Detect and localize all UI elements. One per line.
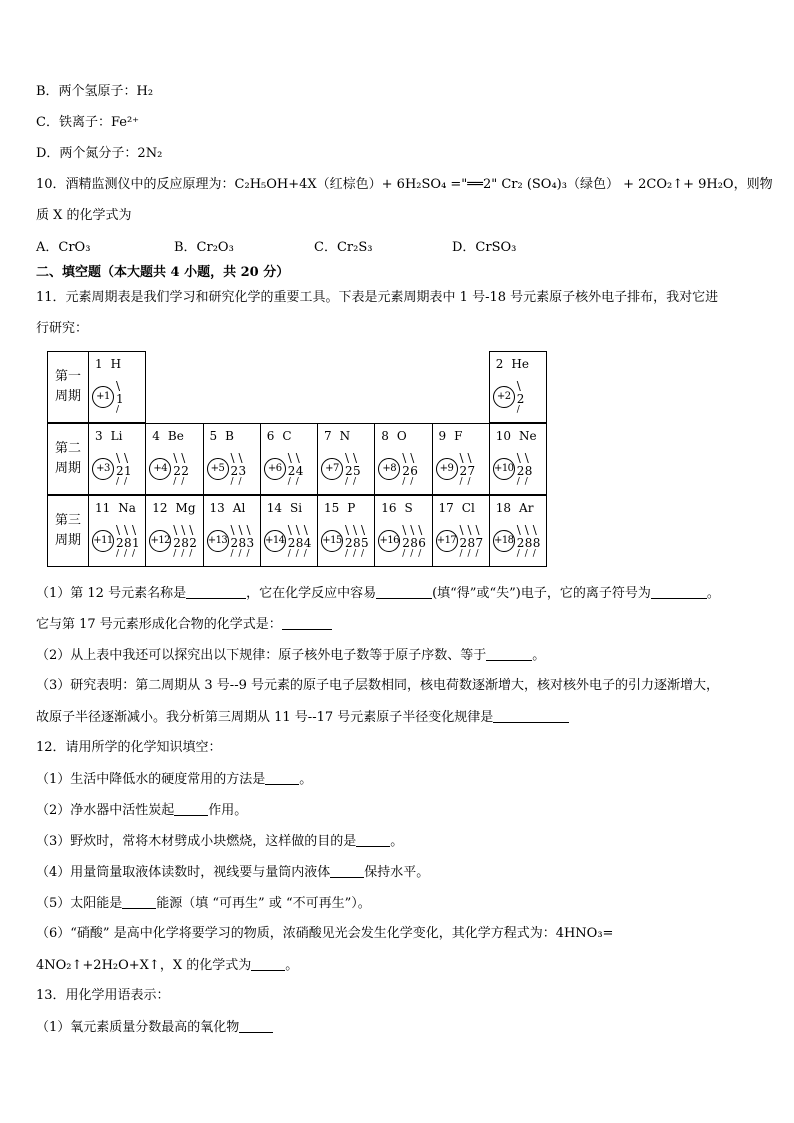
- shell-arc-icon: \: [516, 379, 521, 393]
- element-cell: [374, 423, 432, 495]
- nucleus-circle: +3: [92, 458, 114, 480]
- shell-arc-icon: \: [287, 523, 292, 537]
- q10-options: [36, 240, 516, 256]
- element-symbol: O: [396, 429, 407, 443]
- shell-electron-count: 2: [345, 464, 353, 478]
- shell-arc-icon: \: [516, 451, 521, 465]
- shell-arc-icon: /: [287, 477, 291, 487]
- shell-arc-icon: \: [532, 523, 537, 537]
- answer-blank[interactable]: [330, 864, 364, 878]
- element-cell: [432, 495, 490, 567]
- element-label: [439, 501, 475, 515]
- q12-intro: 12．请用所学的化学知识填空：: [36, 740, 222, 755]
- shell-arc-icon: /: [361, 549, 365, 559]
- nucleus-circle: +6: [264, 458, 286, 480]
- shell-arc-icon: \: [418, 523, 423, 537]
- element-label: [439, 429, 463, 443]
- shell-arc-icon: \: [124, 523, 129, 537]
- shell-arc-icon: \: [173, 523, 178, 537]
- nucleus-circle: +15: [321, 530, 343, 552]
- atomic-number: 3: [95, 429, 103, 443]
- shell-arc-icon: /: [295, 549, 299, 559]
- shell-arc-icon: /: [345, 549, 349, 559]
- element-symbol: B: [225, 429, 234, 443]
- shell-electron-count: 4: [295, 464, 304, 478]
- element-label: [496, 501, 534, 515]
- nucleus-circle: +5: [207, 458, 229, 480]
- shell-electron-count: 3: [238, 464, 247, 478]
- element-cell: [88, 423, 146, 495]
- element-cell: [88, 495, 146, 567]
- element-cell: [145, 423, 203, 495]
- q12-sub4-end: 保持水平。: [364, 865, 430, 880]
- answer-blank[interactable]: [265, 771, 299, 785]
- shell-arc-icon: /: [287, 549, 291, 559]
- element-label: [496, 357, 529, 371]
- period-label-text: 第二周期: [54, 441, 81, 476]
- shell-electron-count: 2: [402, 536, 410, 550]
- shell-arc-icon: \: [287, 451, 292, 465]
- shell-arc-icon: /: [516, 405, 520, 415]
- q11-sub3-line1: （3）研究表明：第二周期从 3 号--9 号元素的原子电子层数相同，核电荷数逐渐增大，核对核外电子的引力逐渐增大，: [36, 678, 719, 693]
- shell-electron-count: 2: [287, 536, 296, 550]
- shell-electron-count: 6: [418, 536, 426, 550]
- element-label: [381, 501, 413, 515]
- period-label: [47, 423, 89, 495]
- q10-option-c: C．Cr₂S₃: [314, 240, 373, 255]
- q12-sub1-text: （1）生活中降低水的硬度常用的方法是: [36, 772, 266, 787]
- q12-sub1-end: 。: [299, 772, 313, 787]
- shell-arc-icon: /: [410, 549, 414, 559]
- element-label: [95, 429, 122, 443]
- atomic-number: 7: [324, 429, 332, 443]
- shell-electron-count: 2: [230, 464, 239, 478]
- period-label-text: 第三周期: [54, 513, 81, 548]
- shell-electron-count: 7: [475, 536, 484, 550]
- shell-arc-icon: \: [295, 451, 300, 465]
- shell-arc-icon: /: [303, 549, 307, 559]
- element-symbol: N: [339, 429, 351, 443]
- element-cell: [260, 423, 318, 495]
- element-cell: [489, 351, 547, 423]
- shell-arc-icon: /: [246, 549, 250, 559]
- shell-arc-icon: \: [116, 523, 121, 537]
- nucleus-circle: +13: [207, 530, 229, 552]
- shell-electron-count: 8: [410, 536, 418, 550]
- element-symbol: Be: [167, 429, 184, 443]
- shell-arc-icon: /: [459, 549, 463, 559]
- answer-blank[interactable]: [239, 1019, 273, 1033]
- shell-electron-count: 2: [287, 464, 296, 478]
- q11-sub1-text-c: (填“得”或“失”)电子，它的离子符号为: [432, 586, 651, 601]
- shell-arc-icon: \: [345, 451, 350, 465]
- q13-sub1-text: （1）氧元素质量分数最高的氧化物: [36, 1020, 240, 1035]
- shell-electron-count: 2: [516, 464, 525, 478]
- q11-sub3-line2: [36, 709, 569, 726]
- element-cell: [489, 495, 547, 567]
- shell-electron-count: 8: [467, 536, 476, 550]
- element-symbol: P: [347, 501, 356, 515]
- element-symbol: Mg: [175, 501, 196, 515]
- period-label: [47, 495, 89, 567]
- element-label: [152, 429, 184, 443]
- shell-arc-icon: /: [238, 549, 242, 559]
- shell-arc-icon: /: [410, 477, 414, 487]
- element-symbol: C: [282, 429, 292, 443]
- element-cell: [260, 495, 318, 567]
- atomic-number: 18: [495, 501, 512, 515]
- answer-blank[interactable]: [186, 585, 246, 599]
- element-label: [324, 501, 355, 515]
- shell-arc-icon: \: [345, 523, 350, 537]
- answer-blank[interactable]: [376, 585, 432, 599]
- element-symbol: He: [511, 357, 529, 371]
- element-cell: [317, 495, 375, 567]
- shell-arc-icon: \: [238, 523, 243, 537]
- answer-blank[interactable]: [356, 833, 390, 847]
- shell-electron-count: 8: [124, 536, 132, 550]
- shell-electron-count: 2: [173, 464, 181, 478]
- shell-electron-count: 2: [116, 464, 124, 478]
- shell-arc-icon: \: [410, 451, 415, 465]
- q11-sub2-end: 。: [532, 648, 546, 663]
- shell-electron-count: 2: [459, 464, 468, 478]
- q11-intro-line2: 行研究：: [36, 321, 89, 336]
- q12-sub2: [36, 802, 247, 819]
- shell-arc-icon: \: [238, 451, 243, 465]
- nucleus-circle: +2: [493, 386, 515, 408]
- q12-sub6-line2: [36, 957, 298, 974]
- element-cell: [489, 423, 547, 495]
- shell-arc-icon: /: [516, 477, 520, 487]
- shell-electron-count: 1: [116, 392, 124, 406]
- shell-arc-icon: /: [524, 477, 528, 487]
- shell-arc-icon: \: [181, 451, 186, 465]
- shell-electron-count: 8: [524, 464, 533, 478]
- shell-arc-icon: \: [353, 451, 358, 465]
- nucleus-circle: +8: [378, 458, 400, 480]
- nucleus-circle: +18: [493, 530, 515, 552]
- shell-arc-icon: /: [402, 549, 406, 559]
- atomic-number: 4: [152, 429, 160, 443]
- shell-electron-count: 8: [532, 536, 541, 550]
- element-symbol: F: [454, 429, 463, 443]
- q11-sub1-line2: [36, 616, 332, 633]
- q12-sub2-end: 作用。: [208, 803, 248, 818]
- q11-sub3-text: 故原子半径逐渐减小。我分析第三周期从 11 号--17 号元素原子半径变化规律是: [36, 710, 494, 725]
- element-cell: [145, 495, 203, 567]
- q12-sub4-text: （4）用量筒量取液体读数时，视线要与量筒内液体: [36, 865, 331, 880]
- shell-arc-icon: \: [516, 523, 521, 537]
- element-symbol: S: [404, 501, 413, 515]
- shell-arc-icon: \: [173, 451, 178, 465]
- shell-arc-icon: /: [524, 549, 528, 559]
- shell-arc-icon: \: [116, 451, 121, 465]
- shell-arc-icon: \: [189, 523, 194, 537]
- shell-electron-count: 7: [467, 464, 476, 478]
- shell-arc-icon: /: [418, 549, 422, 559]
- periodic-table: [47, 351, 547, 567]
- shell-arc-icon: /: [230, 477, 234, 487]
- q12-sub3-end: 。: [390, 834, 404, 849]
- element-label: [95, 501, 136, 515]
- q12-sub5: [36, 895, 371, 912]
- element-cell: [374, 495, 432, 567]
- shell-arc-icon: /: [181, 477, 185, 487]
- shell-arc-icon: \: [124, 451, 129, 465]
- shell-arc-icon: /: [181, 549, 185, 559]
- q11-sub1-text-d: 。: [706, 586, 720, 601]
- element-symbol: H: [110, 357, 122, 371]
- nucleus-circle: +12: [149, 530, 171, 552]
- shell-electron-count: 4: [303, 536, 312, 550]
- q13-sub1: [36, 1019, 273, 1036]
- element-label: [152, 501, 195, 515]
- q13-intro: 13．用化学用语表示：: [36, 988, 170, 1003]
- shell-electron-count: 8: [353, 536, 361, 550]
- shell-arc-icon: /: [173, 477, 177, 487]
- atomic-number: 5: [209, 429, 218, 443]
- element-cell: [432, 423, 490, 495]
- shell-arc-icon: /: [353, 549, 357, 559]
- shell-electron-count: 8: [238, 536, 247, 550]
- atomic-number: 13: [209, 501, 225, 515]
- shell-arc-icon: \: [524, 451, 529, 465]
- q11-sub2-text: （2）从上表中我还可以探究出以下规律：原子核外电子数等于原子序数、等于: [36, 648, 487, 663]
- atomic-number: 10: [495, 429, 512, 443]
- q12-sub6-line1: （6）“硝酸” 是高中化学将要学习的物质，浓硝酸见光会发生化学变化，其化学方程式为：4HNO₃=: [36, 926, 614, 941]
- q12-sub3-text: （3）野炊时，常将木材劈成小块燃烧，这样做的目的是: [36, 834, 357, 849]
- shell-arc-icon: \: [475, 523, 480, 537]
- shell-arc-icon: \: [303, 523, 308, 537]
- shell-electron-count: 2: [345, 536, 353, 550]
- shell-arc-icon: \: [467, 451, 472, 465]
- nucleus-circle: +1: [92, 386, 114, 408]
- element-symbol: Cl: [461, 501, 475, 515]
- q9-option-c: C．铁离子：Fe²⁺: [36, 115, 140, 130]
- period-label: [47, 351, 89, 423]
- period-label-text: 第一周期: [54, 369, 81, 404]
- shell-electron-count: 2: [516, 536, 525, 550]
- shell-electron-count: 5: [361, 536, 369, 550]
- nucleus-circle: +4: [149, 458, 171, 480]
- q12-sub1: [36, 771, 312, 788]
- nucleus-circle: +17: [436, 530, 458, 552]
- q12-sub6-text: 4NO₂↑+2H₂O+X↑，X 的化学式为: [36, 958, 252, 973]
- element-cell: [88, 351, 146, 423]
- atomic-number: 16: [381, 501, 397, 515]
- shell-arc-icon: \: [132, 523, 137, 537]
- q12-sub4: [36, 864, 429, 881]
- shell-electron-count: 6: [410, 464, 418, 478]
- element-cell: [203, 423, 261, 495]
- q11-sub1-line1: [36, 585, 720, 602]
- shell-arc-icon: /: [467, 477, 471, 487]
- element-label: [324, 429, 350, 443]
- element-symbol: Li: [110, 429, 123, 443]
- electron-shells: [516, 451, 553, 487]
- element-symbol: Al: [232, 501, 246, 515]
- electron-shells: [516, 523, 553, 559]
- shell-arc-icon: \: [181, 523, 186, 537]
- shell-arc-icon: /: [402, 477, 406, 487]
- q12-sub5-end: 能源（填 “可再生” 或 “不可再生”）。: [156, 896, 371, 911]
- shell-arc-icon: /: [295, 477, 299, 487]
- shell-arc-icon: \: [353, 523, 358, 537]
- atomic-number: 2: [495, 357, 504, 371]
- shell-arc-icon: /: [532, 549, 536, 559]
- q9-option-b: B．两个氢原子：H₂: [36, 84, 154, 99]
- shell-arc-icon: \: [467, 523, 472, 537]
- atomic-number: 8: [381, 429, 389, 443]
- element-label: [267, 501, 302, 515]
- element-cell: [203, 495, 261, 567]
- shell-arc-icon: /: [238, 477, 242, 487]
- shell-electron-count: 5: [353, 464, 361, 478]
- shell-arc-icon: /: [189, 549, 193, 559]
- element-label: [496, 429, 537, 443]
- atomic-number: 12: [152, 501, 168, 515]
- shell-electron-count: 2: [181, 464, 189, 478]
- answer-blank[interactable]: [122, 895, 156, 909]
- element-label: [210, 429, 234, 443]
- nucleus-circle: +11: [92, 530, 114, 552]
- shell-arc-icon: \: [230, 523, 235, 537]
- shell-electron-count: 8: [181, 536, 189, 550]
- atomic-number: 9: [438, 429, 447, 443]
- shell-arc-icon: /: [467, 549, 471, 559]
- q10-text-line2: 质 X 的化学式为: [36, 208, 132, 223]
- q12-sub2-text: （2）净水器中活性炭起: [36, 803, 175, 818]
- shell-arc-icon: \: [402, 451, 407, 465]
- q11-intro-line1: 11．元素周期表是我们学习和研究化学的重要工具。下表是元素周期表中 1 号-18 号元素原子核外电子排布，我对它进: [36, 290, 719, 305]
- answer-blank[interactable]: [174, 802, 208, 816]
- shell-arc-icon: \: [410, 523, 415, 537]
- atomic-number: 11: [95, 501, 111, 515]
- q11-sub1-text-b: ，它在化学反应中容易: [246, 586, 377, 601]
- q12-sub6-end: 。: [285, 958, 299, 973]
- element-symbol: Ne: [519, 429, 537, 443]
- atomic-number: 15: [324, 501, 340, 515]
- atomic-number: 6: [266, 429, 275, 443]
- shell-arc-icon: /: [475, 549, 479, 559]
- answer-blank[interactable]: [651, 585, 707, 599]
- shell-arc-icon: /: [116, 477, 120, 487]
- shell-arc-icon: \: [402, 523, 407, 537]
- shell-electron-count: 2: [230, 536, 239, 550]
- q10-option-d: D．CrSO₃: [452, 240, 517, 255]
- atomic-number: 14: [266, 501, 283, 515]
- nucleus-circle: +16: [378, 530, 400, 552]
- q10-text-line1: 10．酒精监测仪中的反应原理为：C₂H₅OH+4X（红棕色）+ 6H₂SO₄ ="══2" Cr₂ (SO₄)₃（绿色） + 2CO₂↑+ 9H₂O，则物: [36, 177, 773, 192]
- shell-arc-icon: \: [116, 379, 121, 393]
- answer-blank[interactable]: [486, 647, 532, 661]
- q12-sub5-text: （5）太阳能是: [36, 896, 123, 911]
- shell-arc-icon: /: [516, 549, 520, 559]
- q11-sub1-text-e: 它与第 17 号元素形成化合物的化学式是：: [36, 617, 282, 632]
- shell-arc-icon: /: [124, 549, 128, 559]
- element-cell: [317, 423, 375, 495]
- shell-electron-count: 2: [173, 536, 181, 550]
- element-symbol: Ar: [519, 501, 534, 515]
- q11-sub2: [36, 647, 545, 664]
- q9-option-d: D．两个氮分子：2N₂: [36, 146, 163, 161]
- shell-electron-count: 8: [295, 536, 304, 550]
- element-label: [210, 501, 246, 515]
- shell-electron-count: 2: [516, 392, 525, 406]
- shell-arc-icon: /: [124, 477, 128, 487]
- shell-electron-count: 2: [459, 536, 468, 550]
- section2-title: 二、填空题（本大题共 4 小题，共 20 分）: [36, 265, 290, 280]
- nucleus-circle: +9: [436, 458, 458, 480]
- shell-arc-icon: /: [459, 477, 463, 487]
- answer-blank[interactable]: [282, 616, 332, 630]
- q10-option-a: A．CrO₃: [36, 240, 91, 255]
- shell-arc-icon: \: [524, 523, 529, 537]
- q12-sub3: [36, 833, 403, 850]
- element-symbol: Na: [118, 501, 136, 515]
- shell-arc-icon: \: [459, 451, 464, 465]
- shell-electron-count: 8: [524, 536, 533, 550]
- shell-electron-count: 2: [402, 464, 410, 478]
- shell-electron-count: 1: [132, 536, 140, 550]
- nucleus-circle: +7: [321, 458, 343, 480]
- shell-arc-icon: /: [132, 549, 136, 559]
- element-label: [267, 429, 292, 443]
- shell-electron-count: 3: [246, 536, 255, 550]
- shell-arc-icon: /: [345, 477, 349, 487]
- element-label: [381, 429, 406, 443]
- atomic-number: 17: [438, 501, 454, 515]
- answer-blank[interactable]: [493, 709, 569, 723]
- answer-blank[interactable]: [251, 957, 285, 971]
- shell-arc-icon: \: [230, 451, 235, 465]
- shell-arc-icon: \: [361, 523, 366, 537]
- shell-arc-icon: \: [295, 523, 300, 537]
- nucleus-circle: +10: [493, 458, 515, 480]
- nucleus-circle: +14: [264, 530, 286, 552]
- shell-electron-count: 2: [189, 536, 197, 550]
- element-label: [95, 357, 121, 371]
- shell-arc-icon: \: [459, 523, 464, 537]
- shell-arc-icon: /: [116, 549, 120, 559]
- shell-arc-icon: \: [246, 523, 251, 537]
- shell-arc-icon: /: [230, 549, 234, 559]
- element-symbol: Si: [290, 501, 303, 515]
- shell-arc-icon: /: [116, 405, 120, 415]
- electron-shells: [516, 379, 553, 415]
- shell-electron-count: 2: [116, 536, 124, 550]
- q11-sub1-text-a: （1）第 12 号元素名称是: [36, 586, 187, 601]
- shell-arc-icon: /: [173, 549, 177, 559]
- shell-electron-count: 1: [124, 464, 132, 478]
- electron-shells: [116, 379, 152, 415]
- atomic-number: 1: [95, 357, 103, 371]
- q10-option-b: B．Cr₂O₃: [174, 240, 234, 255]
- shell-arc-icon: /: [353, 477, 357, 487]
